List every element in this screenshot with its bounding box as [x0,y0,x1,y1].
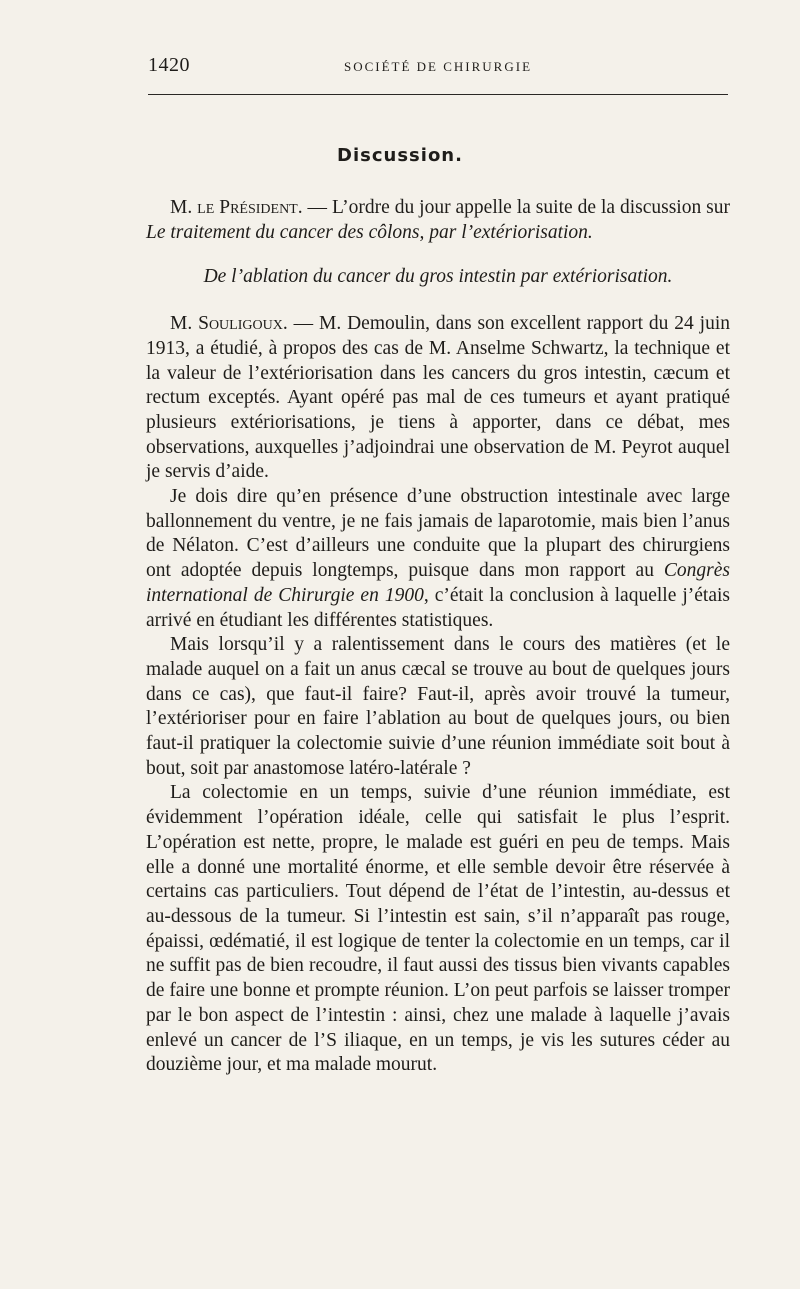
page-number: 1420 [148,54,190,76]
section-title: Discussion. [337,145,463,166]
paragraph-ralentissement: Mais lorsqu’il y a ralentissement dans le cours des matières (et le malade auquel on a fait un anus cæcal se trouve au bout de quelques jours dans ce cas), que faut-il faire? Faut-il, après avoir trouvé la tumeur, l’extérioriser pour en faire l’ablation au bout de quelques jours, ou bien faut-il pratiquer la colectomie suivie d’une réunion immédiate soit bout à bout, soit par anastomose latéro-latérale ? [146,634,730,779]
speaker-souligoux: M. Souligoux. [170,313,288,335]
subsection-title: De l’ablation du cancer du gros intestin par extériorisation. [203,266,673,288]
body-text [146,196,730,1078]
discussion-topic: Le traitement du cancer des côlons, par l’extériorisation. [146,221,593,243]
paragraph-text: Je dois dire qu’en présence d’une obstruction intestinale avec large ballonnement du ventre, je ne fais jamais de laparotomie, mais bien l’anus de Nélaton. C’est d’ailleurs une conduite que la plupart des chirurgiens ont adoptée depuis longtemps, puisque dans mon rapport au [146,486,730,582]
paragraph-souligoux [146,312,730,485]
congress-reference: Congrès international de Chirurgie en 1900 [146,560,730,606]
paragraph-obstruction [146,485,730,633]
paragraph-president [146,196,730,245]
paragraph-text: — L’ordre du jour appelle la suite de la discussion sur [302,197,731,218]
paragraph-colectomie: La colectomie en un temps, suivie d’une réunion immédiate, est évidemment l’opération idéale, celle qui satisfait le plus l’esprit. L’opération est nette, propre, le malade est guéri en peu de temps. Mais elle a donné une mortalité énorme, et elle semble devoir être réservée à certains cas particuliers. Tout dépend de l’état de l’intestin, au-dessus et au-dessous de la tumeur. Si l’intestin est sain, s’il n’apparaît pas rouge, épaissi, œdématié, il est logique de tenter la colectomie en un temps, car il ne suffit pas de bien recoudre, il faut aussi des tissus bien vivants capables de faire une bonne et prompte réunion. L’on peut parfois se laisser tromper par le bon aspect de l’intestin : ainsi, chez une malade à laquelle j’avais enlevé un cancer de l’S iliaque, en un temps, je vis les sutures céder au douzième jour, et ma malade mourut. [146,782,730,1076]
paragraph-text: — M. Demoulin, dans son excellent rapport du 24 juin 1913, a étudié, à propos des cas de M. Anselme Schwartz, la technique et la valeur de l’extériorisation dans les cancers du gros intestin, cæcum et rectum exceptés. Ayant opéré pas mal de ces tumeurs et ayant pratiqué plusieurs extériorisations, je tiens à apporter, dans ce débat, mes observations, auxquelles j’adjoindrai une observation de M. Peyrot auquel je servis d’aide. [146,313,730,483]
header-rule [148,94,728,95]
speaker-president: M. le Président. [170,197,303,218]
page-header [148,54,728,84]
paragraph-text: , c’était la conclusion à laquelle j’étais arrivé en étudiant les différentes statistiques. [146,584,730,631]
running-head: SOCIÉTÉ DE CHIRURGIE [343,59,533,74]
